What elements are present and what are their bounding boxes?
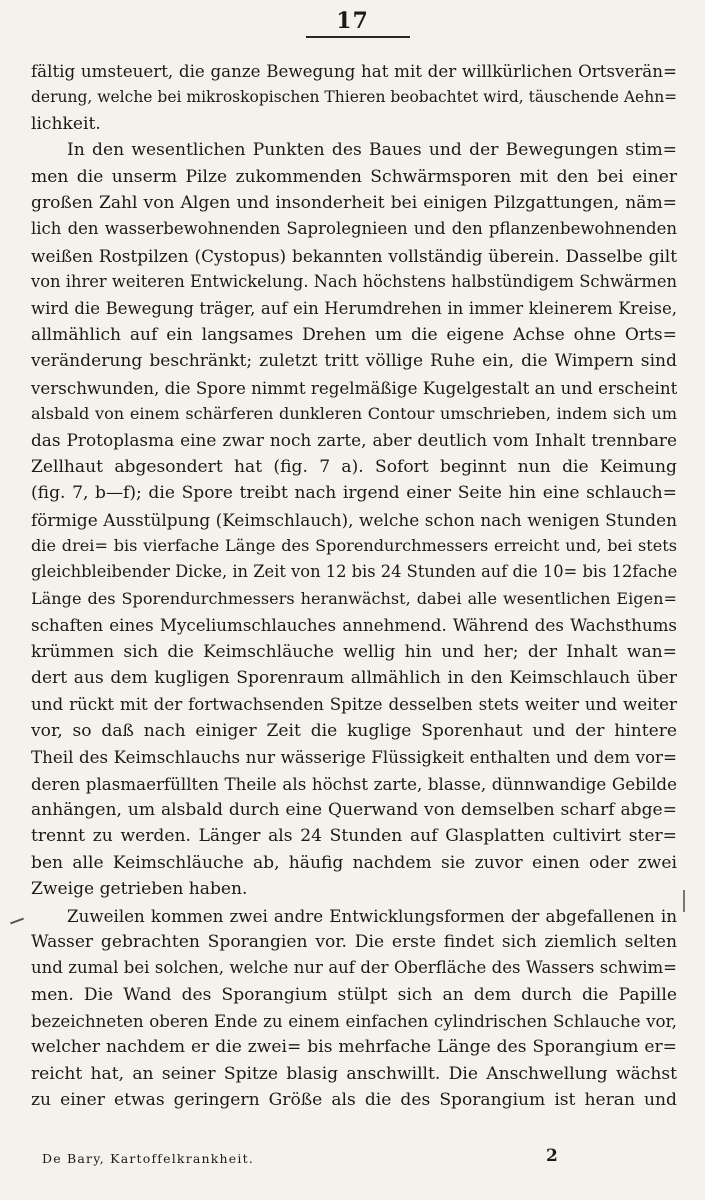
text-line: von ihrer weiteren Entwickelung. Nach höchstens halbstündigem Schwärmen [31, 272, 677, 292]
margin-mark [10, 918, 24, 925]
text-line: vor, so daß nach einiger Zeit die kuglige Sporenhaut und der hintere [31, 720, 677, 741]
text-line: men. Die Wand des Sporangium stülpt sich an dem durch die Papille [31, 984, 677, 1005]
margin-mark [683, 890, 685, 912]
text-line: deren plasmaerfüllten Theile als höchst zarte, blasse, dünnwandige Gebilde [31, 773, 677, 794]
text-line: veränderung beschränkt; zuletzt tritt völlige Ruhe ein, die Wimpern sind [31, 351, 677, 372]
text-line: trennt zu werden. Länger als 24 Stunden auf Glasplatten cultivirt ster= [31, 826, 677, 847]
text-line: zu einer etwas geringern Größe als die des Sporangium ist heran und [31, 1090, 677, 1111]
footer-sheet-number: 2 [546, 1146, 558, 1166]
text-line: lichkeit. [31, 113, 101, 134]
text-line: verschwunden, die Spore nimmt regelmäßige Kugelgestalt an und erscheint [31, 377, 677, 398]
text-line: bezeichneten oberen Ende zu einem einfachen cylindrischen Schlauche vor, [31, 1011, 677, 1032]
text-line: derung, welche bei mikroskopischen Thieren beobachtet wird, täuschende Aehn= [31, 88, 677, 107]
text-line: In den wesentlichen Punkten des Baues und der Bewegungen stim= [67, 140, 677, 161]
text-line: welcher nachdem er die zwei= bis mehrfache Länge des Sporangium er= [31, 1037, 677, 1058]
text-line: die drei= bis vierfache Länge des Sporendurchmessers erreicht und, bei stets [31, 536, 677, 556]
text-line: förmige Ausstülpung (Keimschlauch), welche schon nach wenigen Stunden [31, 509, 677, 530]
text-line: dert aus dem kugligen Sporenraum allmählich in den Keimschlauch über [31, 667, 677, 688]
text-line: weißen Rostpilzen (Cystopus) bekannten vollständig überein. Dasselbe gilt [31, 245, 677, 266]
text-line: großen Zahl von Algen und insonderheit bei einigen Pilzgattungen, näm= [31, 192, 677, 213]
text-line: (fig. 7, b—f); die Spore treibt nach irgend einer Seite hin eine schlauch= [31, 483, 677, 504]
text-line: das Protoplasma eine zwar noch zarte, aber deutlich vom Inhalt trennbare [31, 430, 677, 451]
text-line: Zweige getrieben haben. [31, 879, 248, 900]
text-line: allmählich auf ein langsames Drehen um die eigene Achse ohne Orts= [31, 324, 677, 345]
header-rule [306, 36, 410, 38]
text-line: krümmen sich die Keimschläuche wellig hin und her; der Inhalt wan= [31, 641, 677, 662]
text-line: men die unserm Pilze zukommenden Schwärmsporen mit den bei einer [31, 166, 677, 187]
text-line: Länge des Sporendurchmessers heranwächst, dabei alle wesentlichen Eigen= [31, 588, 677, 608]
text-line: lich den wasserbewohnenden Saprolegnieen und den pflanzenbewohnenden [31, 219, 677, 239]
text-line: schaften eines Myceliumschlauches annehmend. Während des Wachsthums [31, 615, 677, 636]
text-line: wird die Bewegung träger, auf ein Herumdrehen in immer kleinerem Kreise, [31, 298, 677, 318]
page-number: 17 [336, 8, 369, 34]
text-line: anhängen, um alsbald durch eine Querwand von demselben scharf abge= [31, 799, 677, 820]
text-line: Zuweilen kommen zwei andre Entwicklungsformen der abgefallenen in [67, 905, 677, 926]
text-line: Wasser gebrachten Sporangien vor. Die erste findet sich ziemlich selten [31, 931, 677, 952]
text-line: gleichbleibender Dicke, in Zeit von 12 bis 24 Stunden auf die 10= bis 12fache [31, 562, 677, 582]
footer-signature: De Bary, Kartoffelkrankheit. [42, 1151, 254, 1166]
text-line: und rückt mit der fortwachsenden Spitze desselben stets weiter und weiter [31, 694, 677, 715]
text-line: und zumal bei solchen, welche nur auf der Oberfläche des Wassers schwim= [31, 958, 677, 978]
text-line: alsbald von einem schärferen dunkleren Contour umschrieben, indem sich um [31, 404, 677, 424]
text-line: fältig umsteuert, die ganze Bewegung hat mit der willkürlichen Ortsverän= [31, 61, 677, 81]
body-text [31, 58, 677, 1114]
text-line: Zellhaut abgesondert hat (fig. 7 a). Sofort beginnt nun die Keimung [31, 456, 677, 477]
text-line: ben alle Keimschläuche ab, häufig nachdem sie zuvor einen oder zwei [31, 852, 677, 873]
text-line: reicht hat, an seiner Spitze blasig anschwillt. Die Anschwellung wächst [31, 1063, 677, 1084]
text-line: Theil des Keimschlauchs nur wässerige Flüssigkeit enthalten und dem vor= [31, 747, 677, 768]
